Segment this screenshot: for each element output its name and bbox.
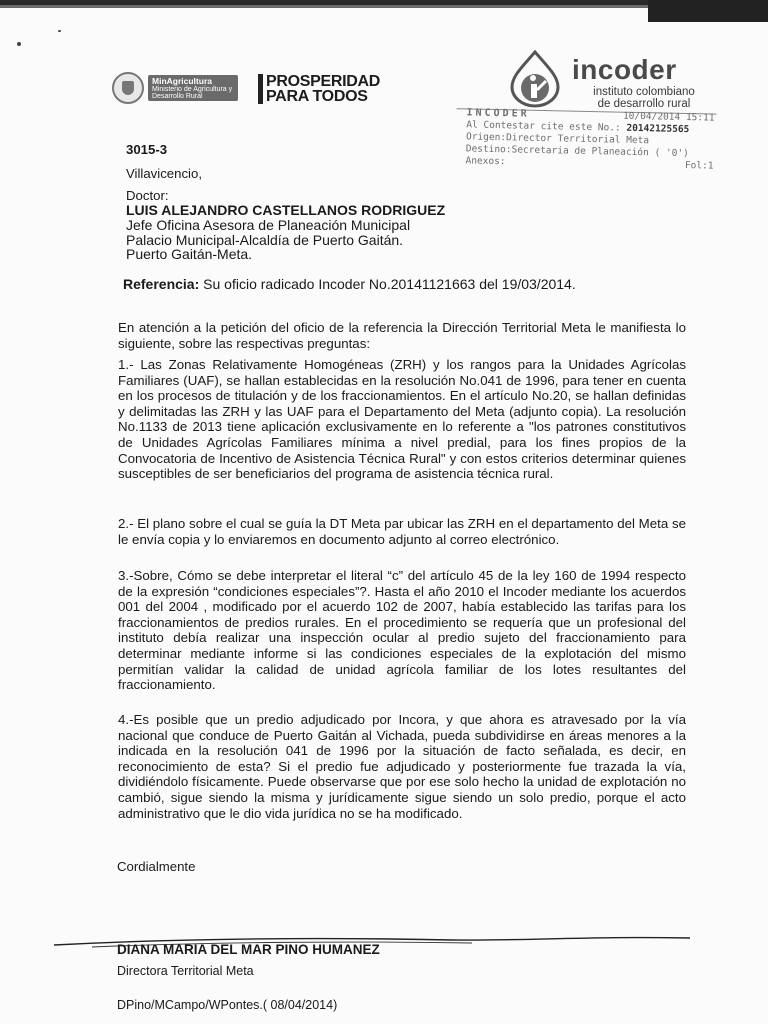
prosperidad-bar-icon (258, 74, 263, 104)
letter-code: 3015-3 (126, 142, 168, 157)
stamp-annexes: Anexos: (465, 155, 506, 168)
coat-of-arms-icon (112, 72, 144, 104)
ministry-sub: Ministerio de Agricultura y Desarrollo Rural (152, 85, 233, 101)
prosperidad-line1: PROSPERIDAD (266, 73, 381, 90)
stamp-date: 10/04/2014 15:11 (622, 110, 715, 124)
recipient-location: Puerto Gaitán-Meta. (126, 246, 253, 262)
incoder-name: incoder (572, 54, 677, 85)
stamp-cite-label: Al Contestar cite este No.: (466, 119, 621, 134)
filing-stamp (465, 107, 714, 172)
letter-city: Villavicencio, (126, 166, 202, 181)
recipient-name: LUIS ALEJANDRO CASTELLANOS RODRIGUEZ (126, 202, 446, 218)
reference-label: Referencia: (123, 276, 200, 292)
stamp-origin: Origen:Director Territorial Meta (465, 131, 650, 147)
incoder-sub-line2: de desarrollo rural (597, 98, 691, 110)
prosperidad-logo (258, 74, 380, 104)
closing: Cordialmente (117, 859, 196, 874)
salutation: Doctor: (126, 188, 169, 203)
scan-speck (58, 30, 61, 32)
point-4: 4.-Es posible que un predio adjudicado por Incora, y que ahora es atravesado por la vía nacional que conduce de Puerto Gaitán al Vichada, pueda subdividirse en áreas menores a la indicada en la resolución 041 de 1996 por la situación de facto señalada, es decir, en reconocimiento de esta? Si el predio fue adjudicado y posteriormente fue trazada la vía, dividiéndolo físicamente. Puede observarse que por ese solo hecho la unidad de explotación no cambió, sigue siendo la misma y jurídicamente sigue siendo un solo predio, porque el acto administrativo que le dio vida jurídica no se ha modificado. (118, 712, 686, 821)
prosperidad-line2: PARA TODOS (266, 88, 368, 105)
point-2: 2.- El plano sobre el cual se guía la DT Meta par ubicar las ZRH en el departamento del Meta se le envía copia y lo enviaremos en documento adjunto al correo electrónico. (118, 516, 686, 547)
intro-paragraph: En atención a la petición del oficio de la referencia la Dirección Territorial Meta le manifiesta lo siguiente, sobre las respectivas preguntas: (118, 320, 686, 351)
signer-title: Directora Territorial Meta (117, 964, 254, 978)
stamp-cite-number: 20142125565 (626, 122, 690, 136)
minagricultura-logo (112, 72, 240, 104)
stamp-destination: Destino:Secretaria de Planeación (465, 143, 649, 159)
stamp-folios: Fol:1 (684, 159, 714, 172)
reference-line (123, 277, 576, 293)
point-3: 3.-Sobre, Cómo se debe interpretar el literal “c” del artículo 45 de la ley 160 de 1994 respecto de la expresión “condiciones especiales”?. Hasta el año 2010 el Incoder mediante los acuerdos 001 del 2004 , modificado por el acuerdo 102 de 2007, había establecido las tarifas para los fraccionamientos de predios rurales. En el procedimiento se requería que un profesional del instituto debía realizar una inspección ocular al predio sujeto del fraccionamiento para determinar mediante informe si las condiciones especiales de la explotación del mismo permitían validar la calidad de unidad agrícola familiar de los lotes resultantes del fraccionamiento. (118, 568, 686, 693)
initials: DPino/MCampo/WPontes.( 08/04/2014) (117, 998, 338, 1012)
scan-edge (0, 0, 768, 14)
stamp-destination-code: ( '0') (654, 147, 689, 160)
scan-speck (17, 42, 21, 46)
point-1: 1.- Las Zonas Relativamente Homogéneas (ZRH) y los rangos para la Unidades Agrícolas Familiares (UAF), se hallan establecidas en la resolución No.041 de 1996, para tener en cuenta en los procesos de titulación y de los fraccionamientos. En el artículo No.20, se hallan definidas y delimitadas las ZRH y las UAF para el Departamento del Meta (adjunto copia). La resolución No.1133 de 2013 tiene aplicación exclusivamente en lo referente a "los patrones constitutivos de Unidades Agrícolas Familiares mínima a nivel predial, para los fines propios de la Convocatoria de Incentivo de Asistencia Técnica Rural" y con estos criterios determinar quienes susceptibles de ser beneficiarios del programa de asistencia técnica rural. (118, 357, 686, 482)
incoder-logo (506, 50, 706, 110)
incoder-mark-icon (506, 50, 564, 108)
stamp-title: INCODER (466, 107, 530, 120)
incoder-sub-line1: instituto colombiano (593, 86, 695, 98)
ministry-name: MinAgricultura (152, 76, 212, 86)
recipient-title: Jefe Oficina Asesora de Planeación Municipal (126, 217, 411, 233)
recipient-office: Palacio Municipal-Alcaldía de Puerto Gaitán. (126, 232, 404, 248)
signer-name: DIANA MARIA DEL MAR PINO HUMANEZ (117, 942, 380, 957)
reference-text: Su oficio radicado Incoder No.20141121663 del 19/03/2014. (203, 276, 576, 292)
